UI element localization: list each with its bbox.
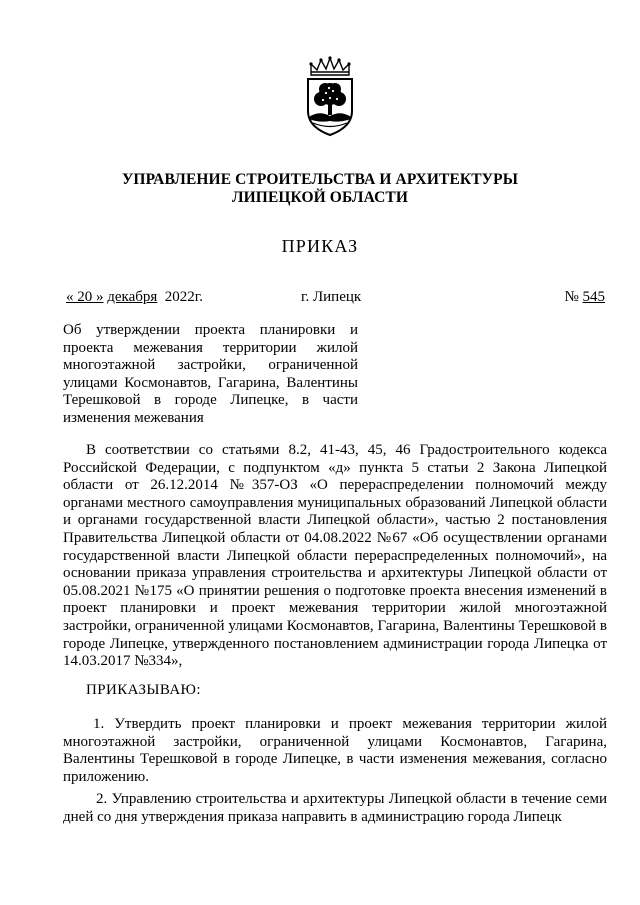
number-value: 545 (582, 289, 605, 305)
date-month: декабря (107, 289, 158, 305)
order-item-1: 1. Утвердить проект планировки и проект межевания территории жилой многоэтажной застройки, ограниченной улицами Космонавтов, Гагарина, Валентины Терешковой в городе Липецке, в части изменения межевания, согласно приложению. (63, 716, 607, 785)
lipetsk-coat-of-arms-icon (299, 55, 361, 139)
order-word: ПРИКАЗЫВАЮ: (86, 682, 201, 698)
date-year: 2022г. (164, 289, 204, 305)
org-name-line2: ЛИПЕЦКОЙ ОБЛАСТИ (232, 189, 408, 206)
number-prefix: № (564, 289, 579, 305)
order-item-2: 2. Управлению строительства и архитектуры Липецкой области в течение семи дней со дня утверждения приказа направить в администрацию города Липецк (63, 791, 607, 825)
preamble-paragraph: В соответствии со статьями 8.2, 41-43, 45, 46 Градостроительного кодекса Российской Федерации, с подпунктом «д» пункта 5 статьи 2 Закона Липецкой области от 26.12.2014 №357-ОЗ «О перераспределении полномочий между органами местного самоуправления муниципальных образований Липецкой области и органами государственной власти Липецкой области», частью 2 постановления Правительства Липецкой области от 04.08.2022 №67 «Об осуществлении органами государственной власти Липецкой области перераспределенных полномочий», на основании приказа управления строительства и архитектуры Липецкой области от 05.08.2021 №175 «О принятии решения о подготовке проекта внесения изменений в проект планировки и проект межевания территории жилой многоэтажной застройки, ограниченной улицами Космонавтов, Гагарина, Валентины Терешковой в городе Липецке, утвержденного постановлением администрации города Липецка от 14.03.2017 №334», (63, 442, 607, 670)
date-day: « 20 » (66, 289, 104, 305)
document-number (564, 289, 605, 306)
org-name-line1: УПРАВЛЕНИЕ СТРОИТЕЛЬСТВА И АРХИТЕКТУРЫ (121, 171, 519, 188)
document-type: ПРИКАЗ (281, 236, 359, 256)
document-city: г. Липецк (301, 289, 362, 305)
document-date (66, 289, 203, 306)
document-title: Об утверждении проекта планировки и проекта межевания территории жилой многоэтажной застройки, ограниченной улицами Космонавтов, Гагарина, Валентины Терешковой в городе Липецке, в части изменения межевания (63, 322, 358, 426)
